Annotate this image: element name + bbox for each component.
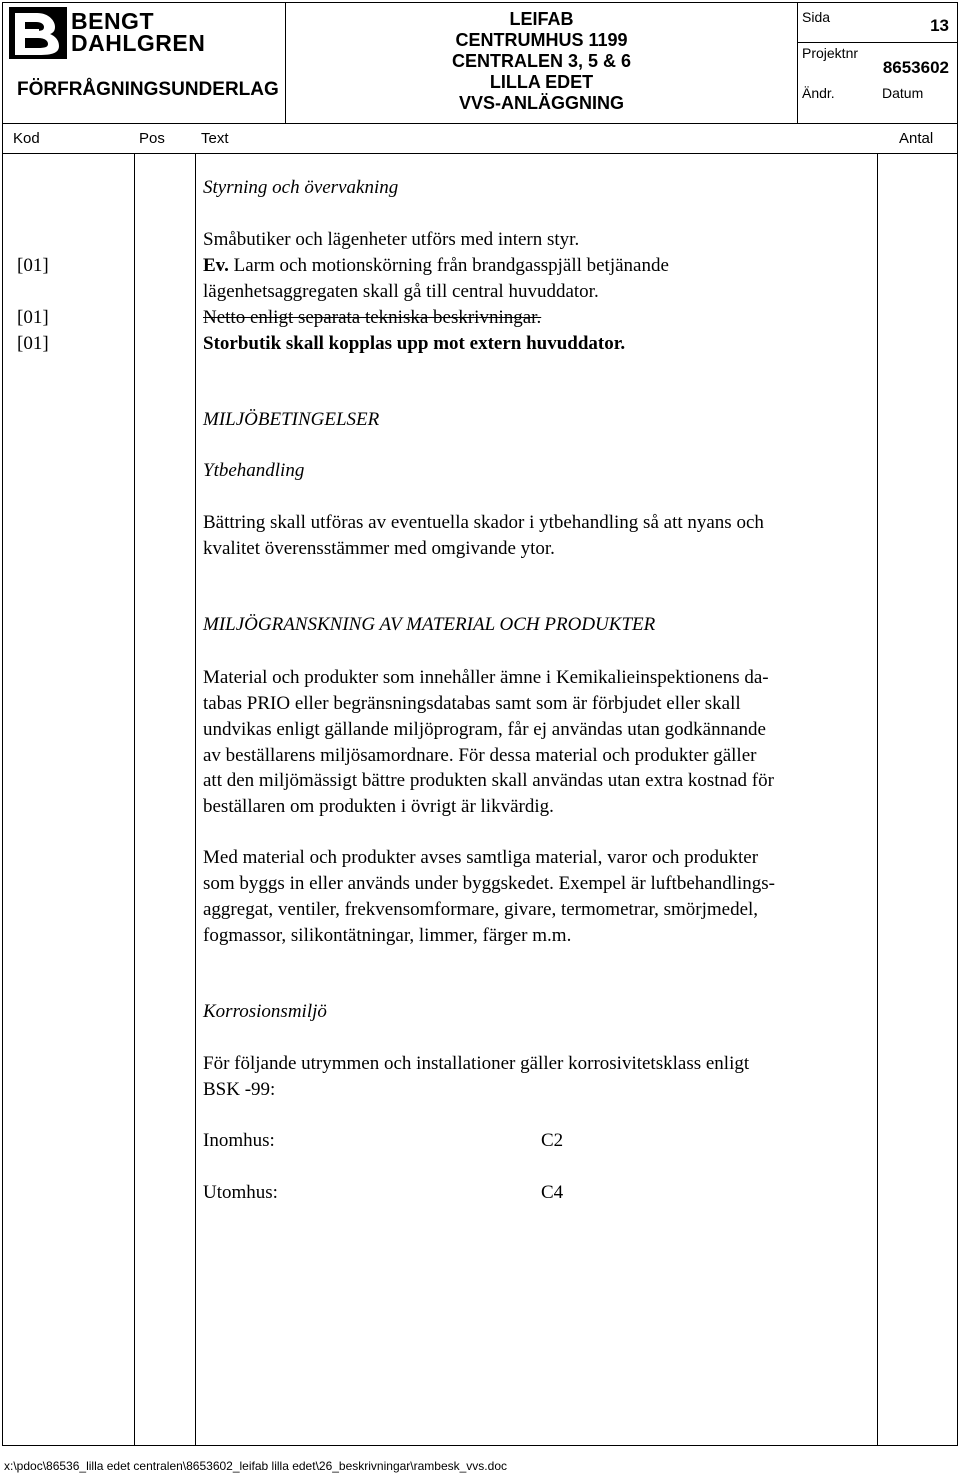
granskning-line: som byggs in eller används under byggskedet. Exempel är luftbehandlings- [203, 873, 775, 894]
document-body [2, 154, 958, 1446]
granskning-line: beställaren om produkten i övrigt är likvärdig. [203, 796, 554, 817]
brand-name-line2: DAHLGREN [71, 30, 206, 56]
kod-mark: [01] [17, 333, 49, 354]
granskning-line: fogmassor, silikontätningar, limmer, färger m.m. [203, 925, 572, 946]
column-header-row [2, 124, 958, 154]
granskning-line: aggregat, ventiler, frekvensomformare, givare, termometrar, smörjmedel, [203, 899, 759, 920]
footer-file-path: x:\pdoc\86536_lilla edet centralen\8653602_leifab lilla edet\26_beskrivningar\rambesk_vvs.doc [4, 1459, 507, 1473]
inomhus-label: Inomhus: [203, 1130, 275, 1151]
granskning-line: tabas PRIO eller begränsningsdatabas samt som är förbjudet eller skall [203, 693, 741, 714]
granskning-line: att den miljömässigt bättre produkten skall användas utan extra kostnad för [203, 770, 774, 791]
korrosion-row-inomhus [203, 1128, 873, 1154]
ev-marker: Ev. [203, 255, 229, 276]
styrning-line: Småbutiker och lägenheter utförs med intern styr. [203, 229, 580, 250]
granskning-line: Med material och produkter avses samtliga material, varor och produkter [203, 847, 759, 868]
korrosion-row-utomhus [203, 1180, 873, 1206]
datum-label: Datum [882, 85, 924, 101]
ytbehandling-text: kvalitet överensstämmer med omgivande ytor. [203, 538, 555, 559]
ytbehandling-text: Bättring skall utföras av eventuella skador i ytbehandling så att nyans och [203, 512, 764, 533]
kod-mark: [01] [17, 255, 49, 276]
column-antal: Antal [899, 130, 934, 147]
brand-name-line1: BENGT [71, 8, 154, 34]
andr-label: Ändr. [802, 85, 835, 101]
section-heading-ytbehandling: Ytbehandling [203, 460, 305, 481]
bold-text: Storbutik skall kopplas upp mot extern huvuddator. [203, 333, 626, 354]
document-type: FÖRFRÅGNINGSUNDERLAG [17, 79, 279, 100]
document-header [2, 2, 958, 124]
column-kod: Kod [13, 130, 40, 147]
company-logo-icon [9, 7, 67, 59]
column-divider [877, 154, 878, 1445]
kod-mark: [01] [17, 307, 49, 328]
project-line: LILLA EDET [489, 72, 594, 92]
projektnr-label: Projektnr [802, 45, 859, 61]
section-heading-korrosion: Korrosionsmiljö [203, 1001, 327, 1022]
page-number: 13 [930, 16, 949, 35]
styrning-line [203, 253, 873, 279]
project-title-block [286, 3, 798, 123]
column-text: Text [201, 130, 229, 147]
column-divider [195, 154, 196, 1445]
struck-text: Netto enligt separata tekniska beskrivningar. [203, 307, 542, 328]
inomhus-value: C2 [541, 1130, 564, 1151]
project-number-row [798, 43, 957, 123]
granskning-line: undvikas enligt gällande miljöprogram, får ej användas utan godkännande [203, 719, 766, 740]
section-heading-miljobetingelser: MILJÖBETINGELSER [203, 409, 380, 430]
utomhus-value: C4 [541, 1182, 564, 1203]
document-meta-block [798, 3, 957, 123]
page-number-row [798, 3, 957, 43]
company-block [3, 3, 286, 123]
korrosion-intro: För följande utrymmen och installationer gäller korrosivitetsklass enligt [203, 1053, 750, 1074]
project-line: CENTRUMHUS 1199 [455, 30, 628, 50]
utomhus-label: Utomhus: [203, 1182, 278, 1203]
column-pos: Pos [139, 130, 165, 147]
project-line: VVS-ANLÄGGNING [458, 93, 624, 113]
column-divider [134, 154, 135, 1445]
granskning-line: Material och produkter som innehåller ämne i Kemikalieinspektionens da- [203, 667, 769, 688]
sida-label: Sida [802, 9, 831, 25]
section-heading-miljogranskning: MILJÖGRANSKNING AV MATERIAL OCH PRODUKTER [203, 614, 656, 635]
korrosion-intro: BSK -99: [203, 1079, 276, 1100]
project-number: 8653602 [882, 58, 949, 77]
section-heading-styrning: Styrning och övervakning [203, 177, 399, 198]
granskning-line: av beställarens miljösamordnare. För dessa material och produkter gäller [203, 745, 757, 766]
project-line: CENTRALEN 3, 5 & 6 [451, 51, 632, 71]
styrning-line: lägenhetsaggregaten skall gå till central huvuddator. [203, 281, 599, 302]
styrning-line-rest: Larm och motionskörning från brandgasspjäll betjänande [228, 255, 669, 276]
project-line: LEIFAB [509, 9, 574, 29]
